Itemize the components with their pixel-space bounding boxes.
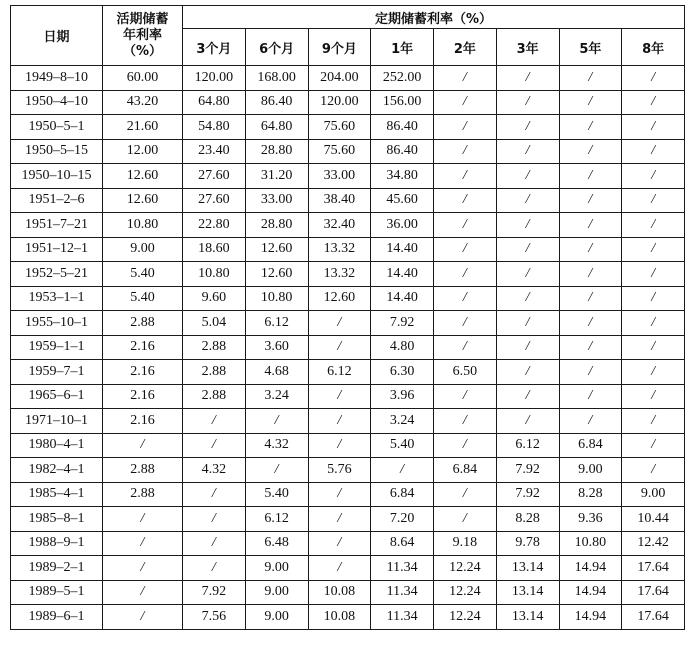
rate-1-year-cell: 3.24: [371, 409, 434, 434]
rate-5-year-cell: /: [559, 262, 622, 287]
rate-9-month-cell: 75.60: [308, 139, 371, 164]
rate-3-month-cell: 27.60: [183, 164, 246, 189]
rate-1-year-cell: 14.40: [371, 286, 434, 311]
rate-1-year-cell: 11.34: [371, 556, 434, 581]
rate-2-year-cell: /: [434, 66, 497, 91]
rate-6-month-cell: 10.80: [245, 286, 308, 311]
rate-1-year-cell: 11.34: [371, 580, 434, 605]
current-rate-cell: 2.88: [103, 311, 183, 336]
rate-6-month-cell: /: [245, 409, 308, 434]
current-rate-cell: 12.60: [103, 164, 183, 189]
rate-9-month-cell: /: [308, 384, 371, 409]
rate-8-year-cell: /: [622, 66, 685, 91]
rate-5-year-cell: /: [559, 164, 622, 189]
rate-5-year-cell: 8.28: [559, 482, 622, 507]
rate-8-year-cell: 17.64: [622, 580, 685, 605]
rate-5-year-cell: /: [559, 409, 622, 434]
rate-8-year-cell: /: [622, 433, 685, 458]
table-row: [11, 605, 685, 630]
rate-3-month-cell: 5.04: [183, 311, 246, 336]
rate-3-year-cell: /: [496, 262, 559, 287]
date-cell: 1951–7–21: [11, 213, 103, 238]
rate-8-year-cell: 9.00: [622, 482, 685, 507]
rate-6-month-cell: 12.60: [245, 237, 308, 262]
current-rate-cell: /: [103, 605, 183, 630]
date-cell: 1989–5–1: [11, 580, 103, 605]
rate-3-month-cell: /: [183, 409, 246, 434]
rate-2-year-cell: /: [434, 384, 497, 409]
rate-6-month-cell: 3.24: [245, 384, 308, 409]
rate-8-year-cell: /: [622, 311, 685, 336]
current-rate-cell: 2.16: [103, 335, 183, 360]
rate-3-year-cell: 7.92: [496, 482, 559, 507]
current-rate-cell: 2.88: [103, 482, 183, 507]
rate-1-year-cell: 8.64: [371, 531, 434, 556]
date-cell: 1989–2–1: [11, 556, 103, 581]
term-header: 6个月: [245, 29, 308, 66]
current-rate-cell: 9.00: [103, 237, 183, 262]
rate-6-month-cell: 28.80: [245, 139, 308, 164]
table-row: [11, 164, 685, 189]
current-rate-cell: 2.16: [103, 384, 183, 409]
table-row: [11, 66, 685, 91]
rate-3-month-cell: /: [183, 482, 246, 507]
rate-8-year-cell: 17.64: [622, 556, 685, 581]
rate-5-year-cell: /: [559, 335, 622, 360]
rate-9-month-cell: 10.08: [308, 605, 371, 630]
rate-9-month-cell: 33.00: [308, 164, 371, 189]
rate-6-month-cell: 86.40: [245, 90, 308, 115]
table-row: [11, 409, 685, 434]
rate-1-year-cell: 86.40: [371, 115, 434, 140]
rate-6-month-cell: 3.60: [245, 335, 308, 360]
table-row: [11, 213, 685, 238]
rate-8-year-cell: /: [622, 286, 685, 311]
rate-5-year-cell: /: [559, 384, 622, 409]
term-header: 8年: [622, 29, 685, 66]
rate-9-month-cell: 12.60: [308, 286, 371, 311]
rate-6-month-cell: 33.00: [245, 188, 308, 213]
rate-3-year-cell: /: [496, 237, 559, 262]
rate-3-month-cell: /: [183, 433, 246, 458]
rate-9-month-cell: 10.08: [308, 580, 371, 605]
rate-2-year-cell: /: [434, 188, 497, 213]
rate-2-year-cell: 12.24: [434, 580, 497, 605]
rate-9-month-cell: /: [308, 409, 371, 434]
rate-8-year-cell: 12.42: [622, 531, 685, 556]
rate-9-month-cell: /: [308, 531, 371, 556]
rate-3-year-cell: /: [496, 164, 559, 189]
rate-1-year-cell: 6.30: [371, 360, 434, 385]
rate-9-month-cell: /: [308, 556, 371, 581]
interest-rate-table: [10, 5, 685, 630]
rate-9-month-cell: 38.40: [308, 188, 371, 213]
table-row: [11, 458, 685, 483]
rate-8-year-cell: /: [622, 139, 685, 164]
rate-5-year-cell: 10.80: [559, 531, 622, 556]
rate-1-year-cell: 14.40: [371, 262, 434, 287]
rate-3-year-cell: 13.14: [496, 605, 559, 630]
rate-2-year-cell: /: [434, 164, 497, 189]
rate-9-month-cell: 13.32: [308, 262, 371, 287]
rate-8-year-cell: 10.44: [622, 507, 685, 532]
rate-9-month-cell: 204.00: [308, 66, 371, 91]
table-row: [11, 188, 685, 213]
rate-1-year-cell: 86.40: [371, 139, 434, 164]
date-cell: 1950–4–10: [11, 90, 103, 115]
rate-6-month-cell: 4.32: [245, 433, 308, 458]
rate-1-year-cell: 5.40: [371, 433, 434, 458]
rate-8-year-cell: /: [622, 237, 685, 262]
rate-3-year-cell: 13.14: [496, 556, 559, 581]
table-body: [11, 66, 685, 630]
rate-2-year-cell: 12.24: [434, 556, 497, 581]
rate-3-month-cell: 120.00: [183, 66, 246, 91]
date-cell: 1959–7–1: [11, 360, 103, 385]
rate-9-month-cell: 6.12: [308, 360, 371, 385]
table-row: [11, 262, 685, 287]
rate-1-year-cell: 252.00: [371, 66, 434, 91]
rate-3-year-cell: /: [496, 66, 559, 91]
rate-8-year-cell: /: [622, 335, 685, 360]
rate-1-year-cell: 3.96: [371, 384, 434, 409]
rate-5-year-cell: 9.36: [559, 507, 622, 532]
rate-5-year-cell: /: [559, 115, 622, 140]
rate-5-year-cell: /: [559, 139, 622, 164]
rate-8-year-cell: 17.64: [622, 605, 685, 630]
rate-6-month-cell: 5.40: [245, 482, 308, 507]
rate-2-year-cell: /: [434, 286, 497, 311]
rate-3-month-cell: 7.56: [183, 605, 246, 630]
current-header-line-2: 年利率: [122, 27, 162, 43]
rate-1-year-cell: 34.80: [371, 164, 434, 189]
table-row: [11, 384, 685, 409]
rate-3-year-cell: 6.12: [496, 433, 559, 458]
current-rate-cell: 10.80: [103, 213, 183, 238]
rate-3-year-cell: 8.28: [496, 507, 559, 532]
rate-8-year-cell: /: [622, 213, 685, 238]
table-row: [11, 139, 685, 164]
rate-3-year-cell: /: [496, 188, 559, 213]
rate-3-year-cell: /: [496, 286, 559, 311]
date-header: 日期: [11, 6, 103, 66]
term-header: 9个月: [308, 29, 371, 66]
current-rate-cell: /: [103, 531, 183, 556]
rate-2-year-cell: /: [434, 90, 497, 115]
rate-9-month-cell: /: [308, 482, 371, 507]
rate-2-year-cell: /: [434, 115, 497, 140]
current-rate-cell: 43.20: [103, 90, 183, 115]
current-rate-cell: 2.88: [103, 458, 183, 483]
date-cell: 1950–5–1: [11, 115, 103, 140]
rate-8-year-cell: /: [622, 384, 685, 409]
rate-3-month-cell: 10.80: [183, 262, 246, 287]
rate-3-month-cell: 2.88: [183, 360, 246, 385]
table-row: [11, 90, 685, 115]
rate-3-month-cell: 22.80: [183, 213, 246, 238]
rate-9-month-cell: 13.32: [308, 237, 371, 262]
rate-3-year-cell: /: [496, 311, 559, 336]
rate-8-year-cell: /: [622, 188, 685, 213]
rate-8-year-cell: /: [622, 90, 685, 115]
rate-3-month-cell: 64.80: [183, 90, 246, 115]
current-rate-cell: 21.60: [103, 115, 183, 140]
rate-1-year-cell: 45.60: [371, 188, 434, 213]
current-rate-cell: 5.40: [103, 262, 183, 287]
rate-2-year-cell: /: [434, 335, 497, 360]
rate-8-year-cell: /: [622, 360, 685, 385]
rate-1-year-cell: /: [371, 458, 434, 483]
rate-6-month-cell: 31.20: [245, 164, 308, 189]
rate-2-year-cell: /: [434, 213, 497, 238]
interest-rate-table-container: [10, 5, 685, 630]
date-cell: 1988–9–1: [11, 531, 103, 556]
rate-5-year-cell: /: [559, 286, 622, 311]
table-row: [11, 433, 685, 458]
date-cell: 1989–6–1: [11, 605, 103, 630]
current-header-line-3: （%）: [122, 43, 163, 59]
rate-1-year-cell: 7.92: [371, 311, 434, 336]
rate-8-year-cell: /: [622, 458, 685, 483]
rate-2-year-cell: /: [434, 237, 497, 262]
rate-3-month-cell: 18.60: [183, 237, 246, 262]
rate-2-year-cell: /: [434, 482, 497, 507]
table-row: [11, 335, 685, 360]
rate-1-year-cell: 7.20: [371, 507, 434, 532]
rate-6-month-cell: 12.60: [245, 262, 308, 287]
table-row: [11, 286, 685, 311]
fixed-savings-rate-header: 定期储蓄利率（%）: [183, 6, 685, 29]
table-row: [11, 580, 685, 605]
rate-6-month-cell: 6.48: [245, 531, 308, 556]
rate-3-year-cell: /: [496, 115, 559, 140]
date-cell: 1955–10–1: [11, 311, 103, 336]
rate-3-year-cell: 9.78: [496, 531, 559, 556]
rate-3-month-cell: /: [183, 556, 246, 581]
rate-9-month-cell: 120.00: [308, 90, 371, 115]
rate-3-month-cell: /: [183, 531, 246, 556]
table-row: [11, 531, 685, 556]
rate-1-year-cell: 4.80: [371, 335, 434, 360]
rate-8-year-cell: /: [622, 409, 685, 434]
date-cell: 1959–1–1: [11, 335, 103, 360]
date-cell: 1949–8–10: [11, 66, 103, 91]
current-rate-cell: /: [103, 580, 183, 605]
rate-6-month-cell: 64.80: [245, 115, 308, 140]
rate-9-month-cell: /: [308, 433, 371, 458]
rate-3-month-cell: 27.60: [183, 188, 246, 213]
rate-5-year-cell: 9.00: [559, 458, 622, 483]
date-cell: 1985–8–1: [11, 507, 103, 532]
current-rate-cell: 12.00: [103, 139, 183, 164]
rate-6-month-cell: 6.12: [245, 311, 308, 336]
rate-3-month-cell: 2.88: [183, 384, 246, 409]
current-rate-cell: /: [103, 507, 183, 532]
rate-9-month-cell: 5.76: [308, 458, 371, 483]
table-header: [11, 6, 685, 66]
rate-6-month-cell: 9.00: [245, 556, 308, 581]
date-cell: 1951–2–6: [11, 188, 103, 213]
rate-3-year-cell: /: [496, 139, 559, 164]
term-header: 1年: [371, 29, 434, 66]
rate-3-year-cell: /: [496, 335, 559, 360]
rate-2-year-cell: /: [434, 433, 497, 458]
rate-1-year-cell: 156.00: [371, 90, 434, 115]
term-header: 5年: [559, 29, 622, 66]
date-cell: 1950–5–15: [11, 139, 103, 164]
rate-9-month-cell: 32.40: [308, 213, 371, 238]
rate-3-year-cell: /: [496, 409, 559, 434]
rate-6-month-cell: 28.80: [245, 213, 308, 238]
rate-6-month-cell: 6.12: [245, 507, 308, 532]
rate-1-year-cell: 6.84: [371, 482, 434, 507]
rate-3-month-cell: /: [183, 507, 246, 532]
rate-5-year-cell: 14.94: [559, 580, 622, 605]
current-rate-cell: 2.16: [103, 409, 183, 434]
rate-6-month-cell: 4.68: [245, 360, 308, 385]
table-row: [11, 311, 685, 336]
rate-5-year-cell: /: [559, 90, 622, 115]
term-header: 3年: [496, 29, 559, 66]
rate-2-year-cell: /: [434, 262, 497, 287]
date-cell: 1953–1–1: [11, 286, 103, 311]
table-row: [11, 237, 685, 262]
rate-5-year-cell: /: [559, 213, 622, 238]
rate-1-year-cell: 14.40: [371, 237, 434, 262]
rate-3-month-cell: 2.88: [183, 335, 246, 360]
table-row: [11, 115, 685, 140]
rate-2-year-cell: 6.50: [434, 360, 497, 385]
rate-5-year-cell: /: [559, 360, 622, 385]
rate-9-month-cell: /: [308, 335, 371, 360]
rate-5-year-cell: /: [559, 311, 622, 336]
rate-5-year-cell: 14.94: [559, 605, 622, 630]
rate-2-year-cell: 6.84: [434, 458, 497, 483]
rate-3-year-cell: /: [496, 90, 559, 115]
rate-2-year-cell: 12.24: [434, 605, 497, 630]
rate-2-year-cell: 9.18: [434, 531, 497, 556]
term-header: 3个月: [183, 29, 246, 66]
rate-3-year-cell: /: [496, 360, 559, 385]
rate-6-month-cell: 9.00: [245, 605, 308, 630]
rate-3-year-cell: 7.92: [496, 458, 559, 483]
rate-1-year-cell: 36.00: [371, 213, 434, 238]
rate-1-year-cell: 11.34: [371, 605, 434, 630]
rate-3-year-cell: /: [496, 384, 559, 409]
rate-3-month-cell: 4.32: [183, 458, 246, 483]
date-cell: 1982–4–1: [11, 458, 103, 483]
rate-5-year-cell: 14.94: [559, 556, 622, 581]
rate-2-year-cell: /: [434, 507, 497, 532]
current-savings-rate-header: [103, 6, 183, 66]
date-cell: 1980–4–1: [11, 433, 103, 458]
current-rate-cell: 12.60: [103, 188, 183, 213]
rate-9-month-cell: 75.60: [308, 115, 371, 140]
date-cell: 1950–10–15: [11, 164, 103, 189]
rate-8-year-cell: /: [622, 164, 685, 189]
rate-5-year-cell: /: [559, 188, 622, 213]
current-rate-cell: 2.16: [103, 360, 183, 385]
rate-6-month-cell: 9.00: [245, 580, 308, 605]
table-row: [11, 482, 685, 507]
current-header-line-1: 活期储蓄: [116, 11, 169, 27]
date-cell: 1985–4–1: [11, 482, 103, 507]
date-cell: 1951–12–1: [11, 237, 103, 262]
current-rate-cell: 5.40: [103, 286, 183, 311]
rate-3-year-cell: /: [496, 213, 559, 238]
rate-6-month-cell: 168.00: [245, 66, 308, 91]
rate-5-year-cell: /: [559, 237, 622, 262]
rate-3-year-cell: 13.14: [496, 580, 559, 605]
current-rate-cell: 60.00: [103, 66, 183, 91]
date-cell: 1971–10–1: [11, 409, 103, 434]
rate-9-month-cell: /: [308, 507, 371, 532]
rate-5-year-cell: /: [559, 66, 622, 91]
rate-8-year-cell: /: [622, 115, 685, 140]
rate-3-month-cell: 23.40: [183, 139, 246, 164]
current-rate-cell: /: [103, 433, 183, 458]
rate-2-year-cell: /: [434, 311, 497, 336]
rate-2-year-cell: /: [434, 409, 497, 434]
table-row: [11, 507, 685, 532]
rate-3-month-cell: 54.80: [183, 115, 246, 140]
date-cell: 1952–5–21: [11, 262, 103, 287]
date-cell: 1965–6–1: [11, 384, 103, 409]
current-rate-cell: /: [103, 556, 183, 581]
rate-5-year-cell: 6.84: [559, 433, 622, 458]
rate-2-year-cell: /: [434, 139, 497, 164]
rate-6-month-cell: /: [245, 458, 308, 483]
table-row: [11, 556, 685, 581]
table-row: [11, 360, 685, 385]
term-header: 2年: [434, 29, 497, 66]
rate-3-month-cell: 9.60: [183, 286, 246, 311]
rate-9-month-cell: /: [308, 311, 371, 336]
rate-3-month-cell: 7.92: [183, 580, 246, 605]
rate-8-year-cell: /: [622, 262, 685, 287]
